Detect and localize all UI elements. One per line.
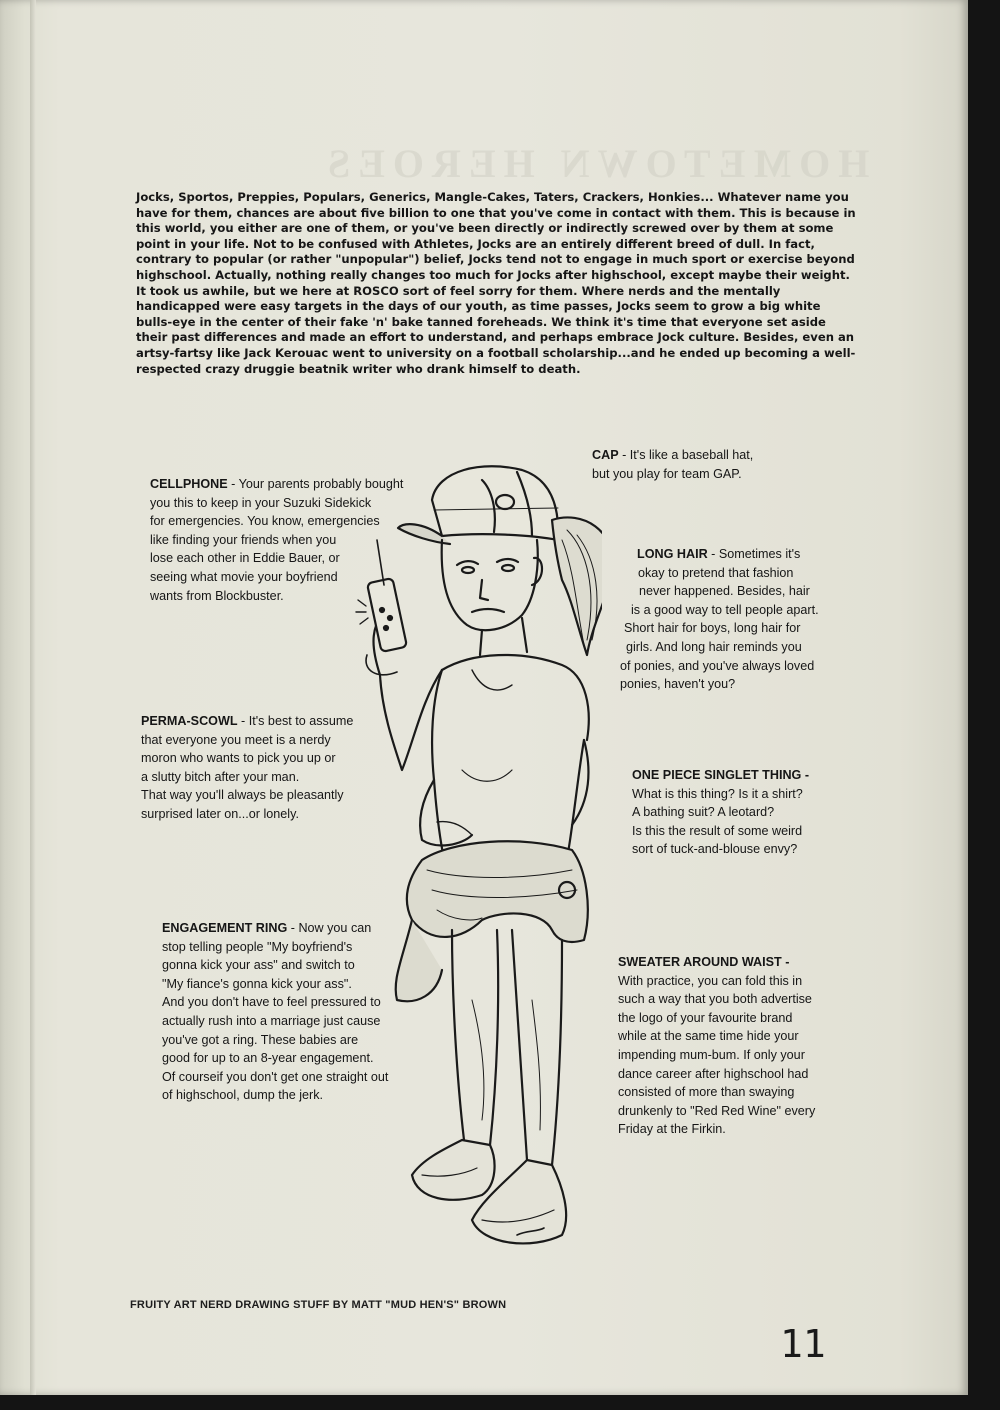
caption-cap-title: CAP: [592, 448, 619, 462]
caption-perma-scowl-title: PERMA-SCOWL: [141, 714, 238, 728]
caption-engagement-ring: ENGAGEMENT RING - Now you can stop telling people "My boyfriend's gonna kick your ass" and switch to "My fiance's gonna kick your ass". And you don't have to feel pressured to actually rush into a marriage just cause you've got a ring. These babies are good for up to an 8-year engagement. Of courseif you don't get one straight out of highschool, dump the jerk.: [162, 921, 389, 1103]
page-fold: [30, 0, 36, 1395]
ponytail-drawing: [552, 517, 602, 655]
shoes-drawing: [412, 1140, 566, 1243]
cap-drawing: [398, 466, 558, 544]
raised-arm-drawing: [356, 540, 442, 770]
page-number: 11: [780, 1322, 826, 1366]
caption-perma-scowl: PERMA-SCOWL - It's best to assume that everyone you meet is a nerdy moron who wants to pick you up or a slutty bitch after your man. That way you'll always be pleasantly surprised later on...or lonely.: [141, 714, 354, 821]
lower-arm-drawing: [420, 740, 588, 845]
jock-illustration: [322, 440, 602, 1270]
caption-singlet-title: ONE PIECE SINGLET THING -: [632, 768, 810, 782]
caption-cap: CAP - It's like a baseball hat, but you play for team GAP.: [592, 448, 754, 481]
legs-drawing: [452, 930, 562, 1165]
caption-engagement-ring-title: ENGAGEMENT RING: [162, 921, 288, 935]
caption-long-hair-title: LONG HAIR: [637, 547, 708, 561]
caption-singlet: ONE PIECE SINGLET THING - What is this thing? Is it a shirt? A bathing suit? A leotard? Is this the result of some weird sort of tuck-and-blouse envy?: [632, 768, 810, 857]
bleed-through-text: HOMETOWN HEROES: [320, 141, 870, 186]
caption-cellphone: CELLPHONE - Your parents probably bought you this to keep in your Suzuki Sidekick for emergencies. You know, emergencies like finding your friends when you lose each other in Eddie Bauer, or seeing what movie your boyfriend wants from Blockbuster.: [150, 477, 404, 603]
sweater-drawing: [396, 841, 588, 1001]
intro-paragraph: Jocks, Sportos, Preppies, Populars, Generics, Mangle-Cakes, Taters, Crackers, Honkies... Whatever name you have for them, chances are about five billion to one that you've come in contact with them. This is because in this world, you either are one of them, or you've been directly or indirectly screwed over by them at some point in your life. Not to be confused with Athletes, Jocks are an entirely different breed of dull. In fact, contrary to popular (or rather "unpopular") belief, Jocks tend not to engage in much sport or exercise beyond highschool. Actually, nothing really changes too much for Jocks after highschool, except maybe their weight. It took us awhile, but we here at ROSCO sort of feel sorry for them. Where nerds and the mentally handicapped were easy targets in the days of our youth, as time passes, Jocks seem to grow a big white bulls-eye in the center of their fake 'n' bake tanned foreheads. We think it's time that everyone set aside their past differences and made an effort to understand, and perhaps embrace Jock culture. Besides, even an artsy-fartsy like Jack Kerouac went to university on a football scholarship...and he ended up becoming a well-respected crazy druggie beatnik writer who drank himself to death.: [136, 190, 856, 376]
caption-sweater-title: SWEATER AROUND WAIST -: [618, 955, 790, 969]
face-drawing: [442, 540, 542, 630]
caption-cellphone-title: CELLPHONE: [150, 477, 228, 491]
illustration-credit: FRUITY ART NERD DRAWING STUFF BY MATT "MUD HEN'S" BROWN: [130, 1299, 507, 1311]
caption-long-hair: LONG HAIR - Sometimes it's okay to pretend that fashion never happened. Besides, hair is a good way to tell people apart. Short hair for boys, long hair for girls. And long hair reminds you of ponies, and you've always loved ponies, haven't you?: [620, 547, 819, 692]
caption-sweater: SWEATER AROUND WAIST - With practice, you can fold this in such a way that you both advertise the logo of your favourite brand while at the same time hide your impending mum-bum. If only your dance career after highschool had consisted of more than swaying drunkenly to "Red Red Wine" every Friday at the Firkin.: [618, 955, 816, 1137]
